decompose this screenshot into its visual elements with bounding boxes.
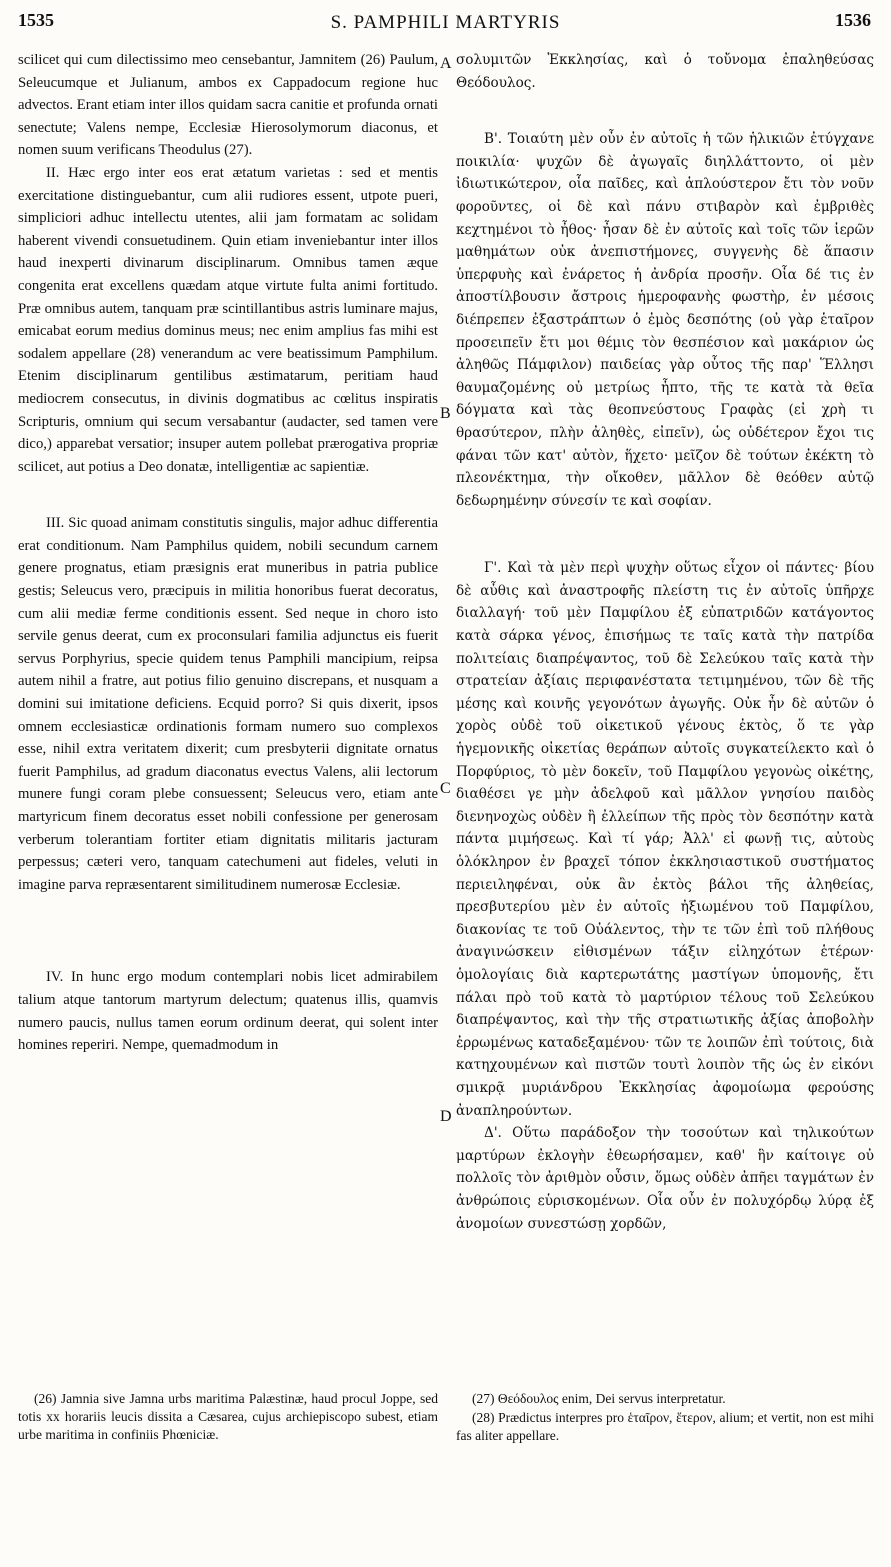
page-number-left: 1535 [18, 10, 54, 30]
page-number-right: 1536 [835, 10, 871, 30]
latin-paragraph-intro: scilicet qui cum dilectissimo meo censebantur, Jamnitem (26) Paulum, Seleucumque et Julianum, ambos ex Cappadocum regione huc advectos. Erant etiam inter illos quidam sacra canitie et profunda ornati senectute; Valens nempe, Ecclesiæ Hierosolymorum diaconus, et nomen suum verificans Theodulus (27). [18, 52, 438, 159]
footnote-28: (28) Prædictus interpres pro ἑταῖρον, ἕτερον, alium; et vertit, non est mihi fas aliter appellare. [456, 1410, 874, 1443]
latin-paragraph-iv: IV. In hunc ergo modum contemplari nobis licet admirabilem talium atque tantorum martyrum delectum; quatenus illis, quamvis numero paucis, nullus tamen eorum ordinum deerat, qui solent inter homines reperiri. Nempe, quemadmodum in [18, 969, 438, 1054]
section-marker-a: A [440, 55, 452, 72]
latin-column [18, 49, 438, 1057]
section-marker-c: C [440, 780, 451, 797]
latin-paragraph-iii: III. Sic quoad animam constitutis singulis, major adhuc differentia erat conditionum. Nam Pamphilus quidem, nobili secundum carnem genere prognatus, etiam præsignis erat muneribus in patria publice gestis; Seleucus vero, præcipuis in militia honoribus fuerat decoratus, cum alii mediæ ferme conditionis essent. Sed neque in choro isto servile genus deerat, cum ex proconsulari familia adjunctus eis fuerit servus Porphyrius, specie quidem tenus Pamphili mancipium, reipsa autem nihil a fratre, aut potius filio genuino discrepans, et nusquam a domini sui imitatione deficiens. Ecquid porro? Si quis dixerit, ipsos omnem ecclesiasticæ ordinationis formam numero suo complexos esse, nihil extra veritatem dixerit; cum presbyterii dignitate ornatus fuerit Pamphilus, ad gradum diaconatus evectus Valens, alii lectorum munere fungi coram plebe consuessent; Seleucus vero, etiam ante martyricum finem decoratus esset nobili confessione per generosam verberum tolerantiam fortiter etiam dignitatis militaris jacturam perpessus; cæteri vero, tanquam catechumeni aut fideles, veluti in imagine parva repræsentarent similitudinem numerosæ Ecclesiæ. [18, 515, 438, 893]
footnote-27: (27) Θεόδουλος enim, Dei servus interpretatur. [472, 1391, 726, 1406]
footnote-26: (26) Jamnia sive Jamna urbs maritima Palæstinæ, haud procul Joppe, sed totis xx horariis leucis dissita a Cæsarea, cujus archiepiscopo subest, etiam urbe maritima in confiniis Phœniciæ. [18, 1391, 438, 1442]
greek-column [456, 49, 874, 1235]
section-marker-b: B [440, 405, 451, 422]
page-header [0, 0, 891, 40]
running-title: S. PAMPHILI MARTYRIS [330, 12, 561, 33]
greek-footnotes [456, 1390, 874, 1446]
greek-paragraph-b: Β'. Τοιαύτη μὲν οὖν ἐν αὐτοῖς ἡ τῶν ἡλικιῶν ἐτύγχανε ποικιλία· ψυχῶν δὲ ἀγωγαῖς διηλλάττοντο, οἱ μὲν ἰδιωτικώτερον, οἷα παῖδες, καὶ ἁπλούστερον ἔτι τὸν νοῦν φοροῦντες, οἱ δὲ καὶ πάνυ στιβαρὸν καὶ ἐμβριθὲς κεχτημένοι τὸ ἦθος· ἦσαν δὲ ἐν αὐτοῖς καὶ τοῖς τῶν ἱερῶν μαθημάτων οὐκ ἀνεπιστήμονες, συγγενὴς δὲ ἅπασιν ὑπερφυὴς καὶ ἐνάρετος ἡ ἀνδρία προσῆν. Οἷα δέ τις ἐν ἀποστίλβουσιν ἄστροις ἡμεροφανὴς φωστὴρ, ἐν μέσοις διέπρεπεν ἐξαστράπτων ὁ ἐμὸς δεσπότης (οὐ γὰρ ἑταῖρον προσειπεῖν ἔτι μοι θέμις τὸν θεσπέσιον καὶ μακάριον ὡς ἀληθῶς Πάμφιλον) παιδείας γὰρ οὗτος τῆς παρ' Ἕλλησι θαυμαζομένης οὐ μετρίως ἧπτο, τῆς τε κατὰ τὰ θεῖα δόγματα καὶ τὰς θεοπνεύστους Γραφὰς (εἰ χρὴ τι θρασύτερον, πλὴν ἀληθὲς, εἰπεῖν), ὡς οὐδέτερον ἔχοι τις φάναι τῶν κατ' αὐτὸν, ἥχετο· μεῖζον δὲ τούτων ἐκέκτη τὸ πλεονέκτημα, τὴν οἴκοθεν, μᾶλλον δὲ θεόθεν αὐτῷ δεδωρημένην σύνεσίν τε καὶ σοφίαν. [456, 131, 874, 509]
greek-paragraph-intro: σολυμιτῶν Ἐκκλησίας, καὶ ὁ τοὔνομα ἐπαληθεύσας Θεόδουλος. [456, 52, 874, 91]
section-marker-d: D [440, 1108, 452, 1125]
latin-paragraph-ii: II. Hæc ergo inter eos erat ætatum varietas : sed et mentis exercitatione distinguebantur, cum alii rudiores essent, utpote pueri, simpliciori adhuc intellectu utentes, alii jam formatam ac solidam haberent vivendi consuetudinem. Quin etiam inveniebantur inter illos haud inexperti divinarum disciplinarum. Omnibus tamen æque congenita erat excellens quædam atque virtute fulta animi fortitudo. Præ omnibus autem, tanquam præ scintillantibus astris luminare majus, emicabat eorum medius dominus meus; nec enim amplius fas mihi est sodalem appellare (28) venerandum ac vere beatissimum Pamphilum. Etenim disciplinarum gentilibus æstimatarum, peritiam haud mediocrem consecutus, in divinis dogmatibus ac cœlitus inspiratis Scripturis, omnium qui secum versabantur (audacter, sed tamen vere dico,) apparebat versatior; insuper autem pollebat prærogativa propriæ scilicet, aut potius a Deo donatæ, intelligentiæ ac sapientiæ. [18, 164, 438, 475]
latin-footnotes [18, 1390, 438, 1445]
greek-paragraph-c: Γ'. Καὶ τὰ μὲν περὶ ψυχὴν οὕτως εἶχον οἱ πάντες· βίου δὲ αὖθις καὶ ἀναστροφῆς πλείστη τις ἐν αὐτοῖς ὑπῆρχε διαλλαγή· τοῦ μὲν Παμφίλου ἐξ εὐπατριδῶν κατάγοντος κατὰ σάρκα γένος, ἐπισήμως τε ταῖς κατὰ τὴν πατρίδα πολιτείαις διαπρέψαντος, τοῦ δὲ Σελεύκου ταῖς κατὰ τὴν στρατείαν ἀξίαις περιφανέστατα τετιμημένου, τῶν δὲ τῆς μέσης καὶ κοινῆς γεγονότων ἀγωγῆς. Οὐκ ἦν δὲ αὐτῶν ὁ χορὸς οὐδὲ τοῦ οἰκετικοῦ γένους ἐκτὸς, ὅ τε γὰρ ἡγεμονικῆς οἰκετίας θεράπων αὐτοῖς συγκατείλεκτο καὶ ὁ Πορφύριος, τὸ μὲν δοκεῖν, τοῦ Παμφίλου γεγονὼς οἰκέτης, διαθέσει γε μὴν ἀδελφοῦ καὶ μᾶλλον γνησίου παιδὸς διενηνοχὼς οὐδὲν ἢ ἐλλείπων τῆς πρὸς τὸν δεσπότην κατὰ πάντα μιμήσεως. Καὶ τί γάρ; Ἀλλ' εἰ φωνῇ τις, αὐτοὺς ὁλόκληρον ἐν βραχεῖ τόπον ἐκκλησιαστικοῦ συστήματος περιειληφέναι, οὐκ ἂν ἐκτὸς βάλοι τῆς ἀληθείας, πρεσβυτερίου μὲν ἐν αὐτοῖς ἠξιωμένου τοῦ Παμφίλου, διακονίας τε τοῦ Οὐάλεντος, τὴν τε τῶν ἐπὶ τοῦ πλήθους ἀναγινώσκειν εἰθισμένων τάξιν εἰληχότων ἑτέρων· ὁμολογίαις διὰ καρτερωτάτης μαστίγων ὑπομονῆς, ἔτι πάλαι πρὸ τοῦ κατὰ τὸ μαρτύριον τέλους τοῦ Σελεύκου διαπρέψαντος, καὶ τὴν τῆς στρατιωτικῆς ἀξίας ἀποβολὴν ἐρρωμένως καταδεξαμένου· τῶν τε λοιπῶν ἐπὶ τούτοις, διὰ κατηχουμένων καὶ πιστῶν τουτὶ λοιπὸν τῆς ὡς ἐν εἰκόνι σμικρᾷ μυριάνδρου Ἐκκλησίας ἀφομοίωμα φερούσης ἀναπληρούντων. [456, 560, 874, 1119]
greek-paragraph-d: Δ'. Οὕτω παράδοξον τὴν τοσούτων καὶ τηλικούτων μαρτύρων ἐκλογὴν ἐθεωρήσαμεν, καθ' ἣν καίτοιγε οὐ πολλοῖς τὸν ἀριθμὸν οὖσιν, ὅμως οὐδὲν ἀπῆει ταγμάτων ἐν ἀνθρώποις εὑρισκομένων. Οἷα οὖν ἐν πολυχόρδῳ λύρᾳ ἐξ ἀνομοίων συνεστώσῃ χορδῶν, [456, 1125, 874, 1232]
